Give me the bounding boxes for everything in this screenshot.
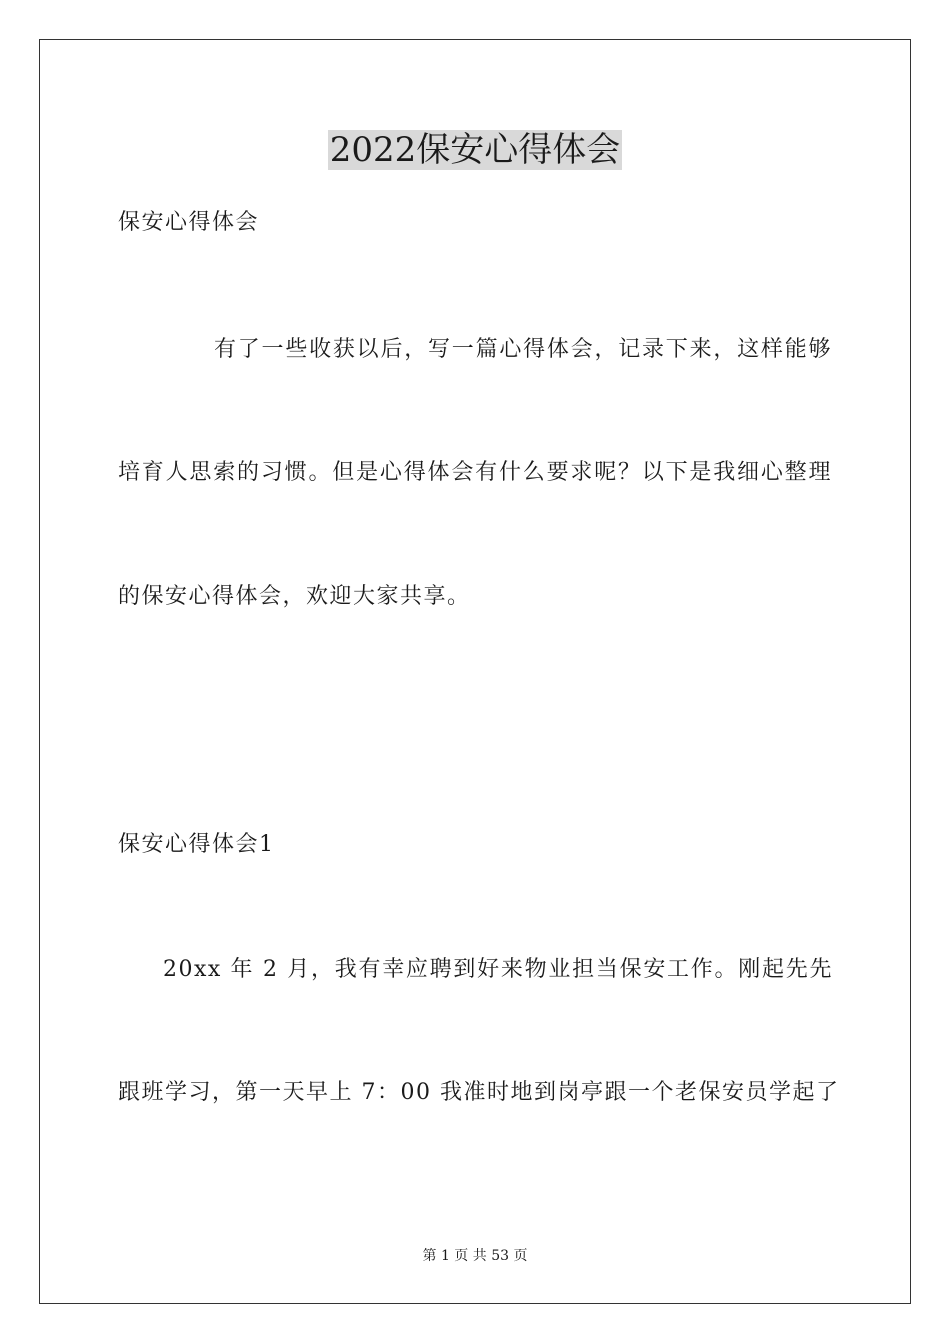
section-heading: 保安心得体会1 bbox=[118, 832, 275, 857]
paragraph-line: 跟班学习，第一天早上 7：00 我准时地到岗亭跟一个老保安员学起了 bbox=[118, 1080, 840, 1105]
page-footer: 第 1 页 共 53 页 bbox=[422, 1248, 528, 1264]
paragraph-line: 20xx 年 2 月，我有幸应聘到好来物业担当保安工作。刚起先先 bbox=[163, 957, 833, 982]
document-title-text: 2022保安心得体会 bbox=[329, 130, 621, 170]
document-title bbox=[0, 128, 950, 172]
paragraph-line: 培育人思索的习惯。但是心得体会有什么要求呢？以下是我细心整理 bbox=[118, 460, 832, 485]
paragraph-line: 有了一些收获以后，写一篇心得体会，记录下来，这样能够 bbox=[214, 337, 832, 362]
subtitle-line: 保安心得体会 bbox=[118, 210, 260, 235]
paragraph-line: 的保安心得体会，欢迎大家共享。 bbox=[118, 584, 471, 609]
